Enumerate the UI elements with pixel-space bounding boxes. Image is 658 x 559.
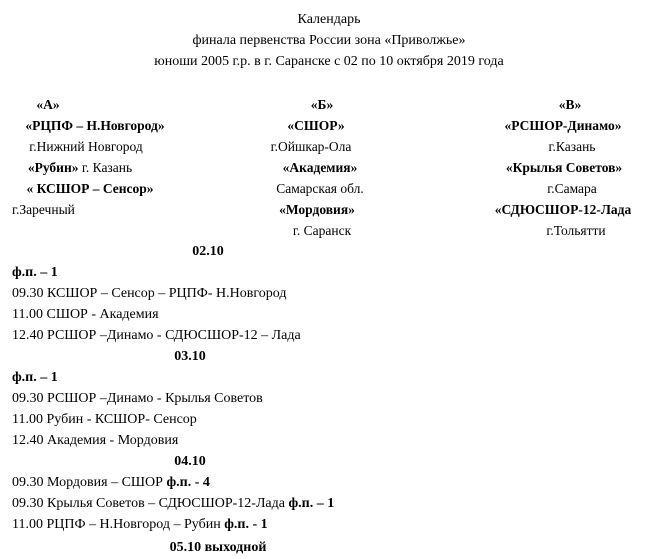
group-b-title: «Б» [310,97,334,112]
day1-date: 02.10 [192,244,224,259]
group-a-city-3: г.Заречный [12,202,75,217]
group-v-city-1: г.Казань [548,139,596,154]
group-v-city-3: г.Тольятти [546,223,606,238]
day2-match-1: 09.30 РСШОР –Динамо - Крылья Советов [12,391,263,406]
day3-match-2-text: 09.30 Крылья Советов – СДЮСШОР-12-Лада [12,496,289,511]
group-v-title: «В» [558,97,582,112]
group-a-title: «А» [36,97,60,112]
day1-match-3: 12.40 РСШОР –Динамо - СДЮСШОР-12 – Лада [12,328,301,343]
group-v-team-3: «СДЮСШОР-12-Лада [494,202,632,217]
header-title: Календарь [297,12,361,27]
group-a-team-1: «РЦПФ – Н.Новгород» [25,118,165,133]
header-subtitle: финала первенства России зона «Приволжье» [192,33,466,48]
group-b-city-1: г.Ойшкар-Ола [270,139,352,154]
day4-date: 05.10 выходной [169,540,267,555]
day3-match-2 [12,496,334,512]
day1-match-2: 11.00 СШОР - Академия [12,307,159,322]
day3-match-3 [12,517,268,533]
group-b-city-2: Самарская обл. [276,181,364,196]
group-b-team-3: «Мордовия» [279,202,355,217]
group-a-team-3: « КСШОР – Сенсор» [26,181,154,196]
group-a-team-2-city: г. Казань [78,160,133,175]
group-b-city-3: г. Саранск [292,223,352,238]
day2-date: 03.10 [174,349,206,364]
day3-match-1-round: ф.п. - 4 [166,475,210,490]
group-a-team-2-name: «Рубин» [27,160,79,175]
group-b-team-1: «СШОР» [287,118,345,133]
day3-match-1-text: 09.30 Мордовия – СШОР [12,475,167,490]
group-v-city-2: г.Самара [547,181,597,196]
day3-match-3-text: 11.00 РЦПФ – Н.Новгород – Рубин [12,517,225,532]
day2-match-3: 12.40 Академия - Мордовия [12,433,179,448]
group-v-team-1: «РСШОР-Динамо» [504,118,622,133]
group-a-city-1: г.Нижний Новгород [29,139,143,154]
header-dates: юноши 2005 г.р. в г. Саранске с 02 по 10 октября 2019 года [154,54,504,69]
day1-match-1: 09.30 КСШОР – Сенсор – РЦПФ- Н.Новгород [12,286,287,301]
day1-round: ф.п. – 1 [12,265,58,280]
day3-match-1 [12,475,210,491]
day2-round: ф.п. – 1 [12,370,58,385]
group-v-team-2: «Крылья Советов» [505,160,623,175]
day3-match-2-round: ф.п. – 1 [288,496,335,511]
day2-match-2: 11.00 Рубин - КСШОР- Сенсор [12,412,197,427]
day3-match-3-round: ф.п. - 1 [224,517,268,532]
group-a-team-2 [28,160,132,176]
group-b-team-2: «Академия» [282,160,358,175]
day3-date: 04.10 [174,454,206,469]
